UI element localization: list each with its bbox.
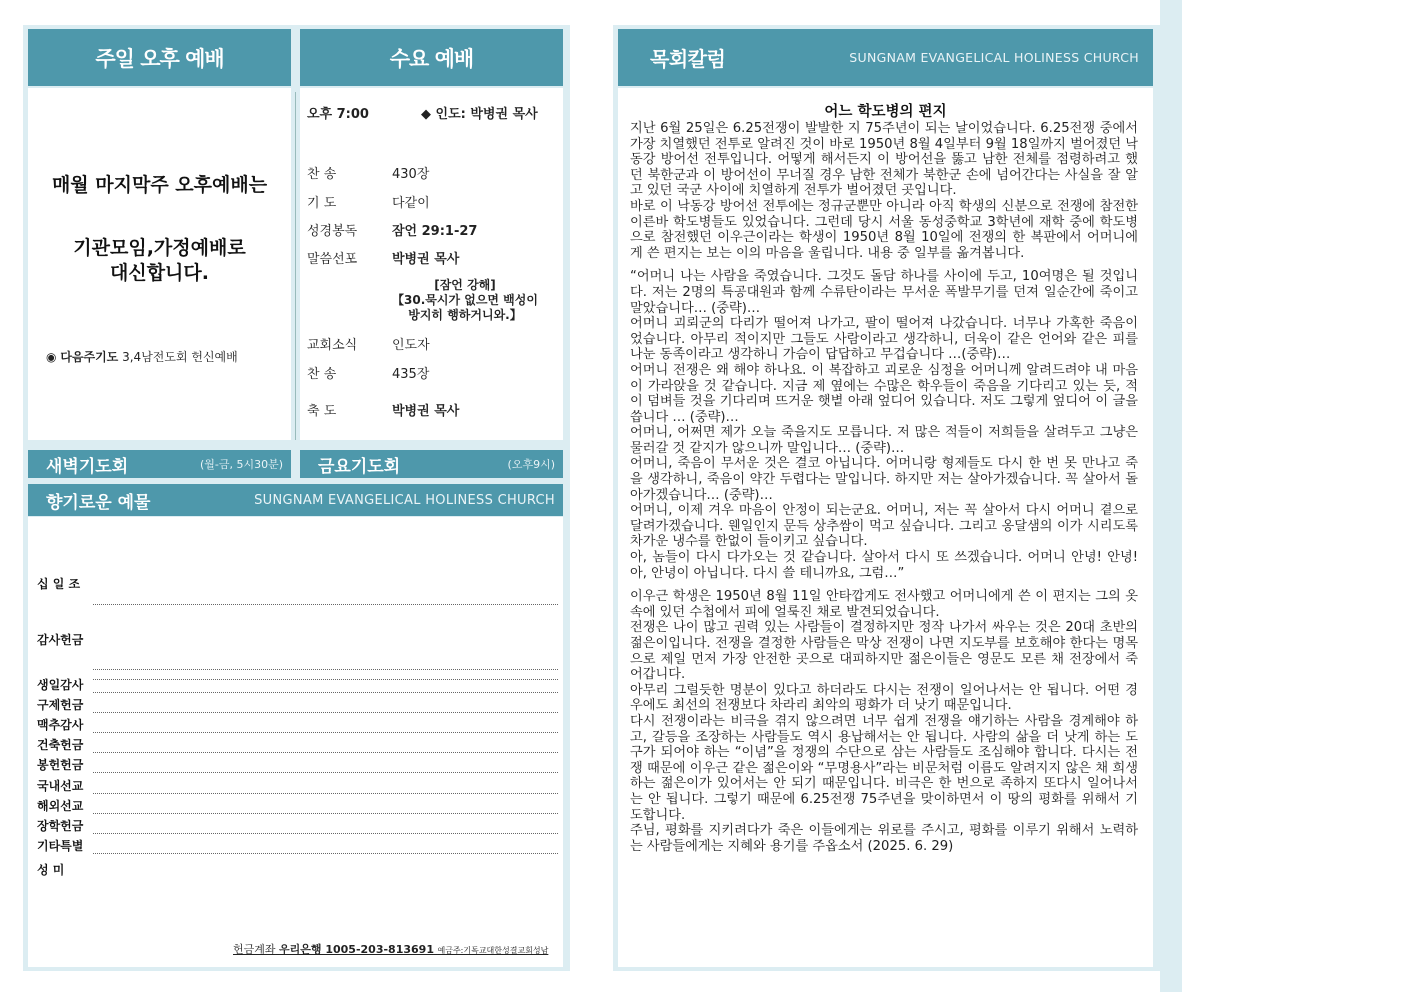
offering-item-label: 봉헌헌금 xyxy=(37,758,84,772)
offering-line xyxy=(93,793,558,794)
column-paragraph: 어머니 전쟁은 왜 해야 하나요. 이 복잡하고 괴로운 심정을 어머니께 알려드려야 내 마음이 가라앉을 것 같습니다. 지금 제 옆에는 수많은 학우들이 죽음을 기다리고 있는 듯, 적이 덤벼들 것을 기다리며 뜨거운 햇볕 아래 엎디어 있습니다. 저도 그렇게 엎디어 이 글을 씁니다 … (중략)… xyxy=(630,362,1138,425)
pastor-column-title: 목회칼럼 xyxy=(650,47,726,71)
wednesday-service-header: 수요 예배 xyxy=(300,29,563,86)
offering-line xyxy=(93,692,558,693)
sunday-notice-body xyxy=(28,236,291,286)
column-paragraph: 아, 놈들이 다시 다가오는 것 같습니다. 살아서 다시 또 쓰겠습니다. 어머니 안녕! 안녕! 아, 안녕이 아닙니다. 다시 쓸 테니까요, 그럼…” xyxy=(630,550,1138,581)
account-number: 우리은행 1005-203-813691 xyxy=(279,943,434,956)
dawn-prayer-bar xyxy=(28,450,291,478)
offering-item-label: 감사헌금 xyxy=(37,633,84,647)
order-label: 성경봉독 xyxy=(307,224,358,239)
offering-item-label: 성 미 xyxy=(37,863,65,877)
sunday-service-card xyxy=(28,88,291,440)
wednesday-time: 오후 7:00 xyxy=(307,107,369,122)
offering-line xyxy=(93,679,558,680)
pastor-column-header xyxy=(618,29,1153,86)
order-label: 교회소식 xyxy=(307,338,358,353)
order-label: 말씀선포 xyxy=(307,252,358,267)
order-value: 박병권 목사 xyxy=(392,252,460,267)
offering-line xyxy=(93,833,558,834)
column-paragraph: 이우근 학생은 1950년 8월 11일 안타깝게도 전사했고 어머니에게 쓴 이 편지는 그의 옷 속에 있던 수첩에서 피에 얼룩진 채로 발견되었습니다. xyxy=(630,589,1138,620)
offering-item-label: 국내선교 xyxy=(37,779,84,793)
offering-item-label: 생일감사 xyxy=(37,678,84,692)
offering-line xyxy=(93,732,558,733)
offering-church-name: SUNGNAM EVANGELICAL HOLINESS CHURCH xyxy=(254,492,555,508)
column-paragraph: 바로 이 낙동강 방어선 전투에는 정규군뿐만 아니라 아직 학생의 신분으로 전쟁에 참전한 이른바 학도병들도 있었습니다. 그런데 당시 서울 동성중학교 3학년에 재학 중에 학도병으로 참전했던 이우근이라는 학생이 1950년 8월 10일에 전쟁의 한 복판에서 어머니에게 쓴 편지는 보는 이의 마음을 울립니다. 내용 중 일부를 옮겨봅니다. xyxy=(630,198,1138,261)
column-article-title: 어느 학도병의 편지 xyxy=(824,104,947,120)
wednesday-service-card xyxy=(300,88,563,440)
sermon-title xyxy=(370,278,560,323)
order-value: 435장 xyxy=(392,367,430,382)
order-label: 찬 송 xyxy=(307,167,337,182)
offering-item-label: 해외선교 xyxy=(37,799,84,813)
offering-item-label: 구제헌금 xyxy=(37,698,84,712)
sunday-notice-line2: 기관모임,가정예배로 xyxy=(73,237,246,259)
offering-header xyxy=(28,484,563,516)
offering-item-label: 건축헌금 xyxy=(37,738,84,752)
dawn-prayer-time: (월-금, 5시30분) xyxy=(199,458,283,471)
friday-prayer-time: (오후9시) xyxy=(507,458,555,471)
column-article-body xyxy=(630,121,1138,854)
account-label: 헌금계좌 xyxy=(233,943,276,956)
offering-item-label: 맥추감사 xyxy=(37,718,84,732)
order-label: 축 도 xyxy=(307,404,337,419)
sermon-series: [잠언 강해] xyxy=(434,278,496,292)
offering-line xyxy=(93,712,558,713)
offering-account xyxy=(233,941,548,957)
column-paragraph: 아무리 그럴듯한 명분이 있다고 하더라도 다시는 전쟁이 일어나서는 안 됩니다. 어떤 경우에도 최선의 전쟁보다 차라리 최악의 평화가 더 낫기 때문입니다. xyxy=(630,682,1138,714)
pastor-column-church: SUNGNAM EVANGELICAL HOLINESS CHURCH xyxy=(849,50,1139,65)
account-holder: 예금주:기독교대한성결교회성남 xyxy=(437,946,549,955)
column-paragraph: 전쟁은 나이 많고 권력 있는 사람들이 결정하지만 정작 나가서 싸우는 것은 20대 초반의 젊은이입니다. 전쟁을 결정한 사람들은 막상 전쟁이 나면 지도부를 보호해야 한다는 명목으로 제일 먼저 가장 안전한 곳으로 대피하지만 젊은이들은 영문도 모른 채 전장에서 죽어갑니다. xyxy=(630,620,1138,683)
friday-prayer-bar xyxy=(300,450,563,478)
friday-prayer-title: 금요기도회 xyxy=(318,456,401,477)
order-value: 박병권 목사 xyxy=(392,404,460,419)
order-label: 기 도 xyxy=(307,196,337,211)
column-paragraph: “어머니 나는 사람을 죽였습니다. 그것도 돌담 하나를 사이에 두고, 10여명은 될 것입니다. 저는 2명의 특공대원과 함께 수류탄이라는 무서운 폭발무기를 던져 일순간에 죽이고 말았습니다… (중략)… xyxy=(630,269,1138,316)
order-value: 다같이 xyxy=(392,196,430,211)
bullet-icon: ◉ xyxy=(46,350,57,364)
offering-line xyxy=(93,604,558,605)
order-label: 찬 송 xyxy=(307,367,337,382)
offering-item-label: 십 일 조 xyxy=(37,577,81,591)
sunday-notice-line3: 대신합니다. xyxy=(110,262,209,284)
column-paragraph: 다시 전쟁이라는 비극을 겪지 않으려면 너무 쉽게 전쟁을 얘기하는 사람을 경계해야 하고, 갈등을 조장하는 사람들도 역시 용납해서는 안 됩니다. 사람의 삶을 더 낫게 하는 도구가 되어야 하는 “이념”을 정쟁의 수단으로 삼는 사람들도 조심해야 합니다. 다시는 전쟁 때문에 이우근 같은 젊은이와 “무명용사”라는 비문처럼 이름도 알려지지 않은 채 희생하는 젊은이가 있어서는 안 되기 때문입니다. 비극은 한 번으로 족하지 또다시 일어나서는 안 됩니다. 그렇기 때문에 6.25전쟁 75주년을 맞이하면서 이 땅의 평화를 위해서 기도합니다. xyxy=(630,713,1138,823)
next-prayer xyxy=(46,348,238,365)
order-value: 430장 xyxy=(392,167,430,182)
pastor-column-card xyxy=(618,88,1153,967)
column-paragraph: 어머니, 어쩌면 제가 오늘 죽을지도 모릅니다. 저 많은 적들이 저희들을 살려두고 그냥은 물러갈 것 같지가 않으니까 말입니다… (중략)… xyxy=(630,425,1138,456)
offering-line xyxy=(93,853,558,854)
column-paragraph: 어머니 괴뢰군의 다리가 떨어져 나가고, 팔이 떨어져 나갔습니다. 너무나 가혹한 죽음이었습니다. 아무리 적이지만 그들도 사람이라고 생각하니, 더욱이 같은 언어와 같은 피를 나눈 동족이라고 생각하니 가슴이 답답하고 무겁습니다 …(중략)… xyxy=(630,316,1138,363)
sunday-notice-line1: 매월 마지막주 오후예배는 xyxy=(51,174,268,196)
offering-title: 향기로운 예물 xyxy=(46,492,151,513)
sermon-verse-line2: 방지히 행하거니와.】 xyxy=(408,308,522,322)
sermon-verse-line1: 【30.묵시가 없으면 백성이 xyxy=(392,293,538,307)
column-divider xyxy=(295,92,296,440)
offering-line xyxy=(93,752,558,753)
offering-item-label: 기타특별 xyxy=(37,839,84,853)
dawn-prayer-title: 새벽기도회 xyxy=(46,456,129,477)
order-value: 인도자 xyxy=(392,338,430,353)
next-prayer-label: 다음주기도 xyxy=(60,350,119,364)
offering-item-label: 장학헌금 xyxy=(37,819,84,833)
column-paragraph: 어머니, 이제 겨우 마음이 안정이 되는군요. 어머니, 저는 꼭 살아서 다시 어머니 곁으로 달려가겠습니다. 웬일인지 문득 상추쌈이 먹고 싶습니다. 그리고 옹달샘의 이가 시리도록 차가운 냉수를 한없이 들이키고 싶습니다. xyxy=(630,503,1138,550)
column-paragraph: 지난 6월 25일은 6.25전쟁이 발발한 지 75주년이 되는 날이었습니다. 6.25전쟁 중에서 가장 치열했던 전투로 알려진 것이 바로 1950년 8월 4일부터 9월 18일까지 벌어졌던 낙동강 방어선 전투입니다. 어떻게 해서든지 이 방어선을 뚫고 남한 전체를 점령하려고 했던 북한군과 이 방어선이 무너질 경우 남한 전체가 북한군 손에 넘어간다는 사실을 잘 알고 있던 국군 사이에 치열하게 전투가 벌어졌던 곳입니다. xyxy=(630,121,1138,199)
next-prayer-value: 3,4남전도회 헌신예배 xyxy=(122,350,238,364)
offering-line xyxy=(93,669,558,670)
offering-line xyxy=(93,772,558,773)
column-paragraph: 주님, 평화를 지키려다가 죽은 이들에게는 위로를 주시고, 평화를 이루기 위해서 노력하는 사람들에게는 지혜와 용기를 주옵소서 (2025. 6. 29) xyxy=(630,823,1138,854)
column-paragraph: 어머니, 죽음이 무서운 것은 결코 아닙니다. 어머니랑 형제들도 다시 한 번 못 만나고 죽을 생각하니, 죽음이 약간 두렵다는 말입니다. 하지만 저는 살아가겠습니다. 꼭 살아서 돌아가겠습니다… (중략)… xyxy=(630,456,1138,503)
order-value: 잠언 29:1-27 xyxy=(392,224,478,239)
right-edge-strip xyxy=(1160,0,1182,992)
wednesday-leader: ◆ 인도: 박병권 목사 xyxy=(421,107,538,122)
sunday-service-header: 주일 오후 예배 xyxy=(28,29,291,86)
offering-line xyxy=(93,813,558,814)
offering-card xyxy=(28,517,563,967)
